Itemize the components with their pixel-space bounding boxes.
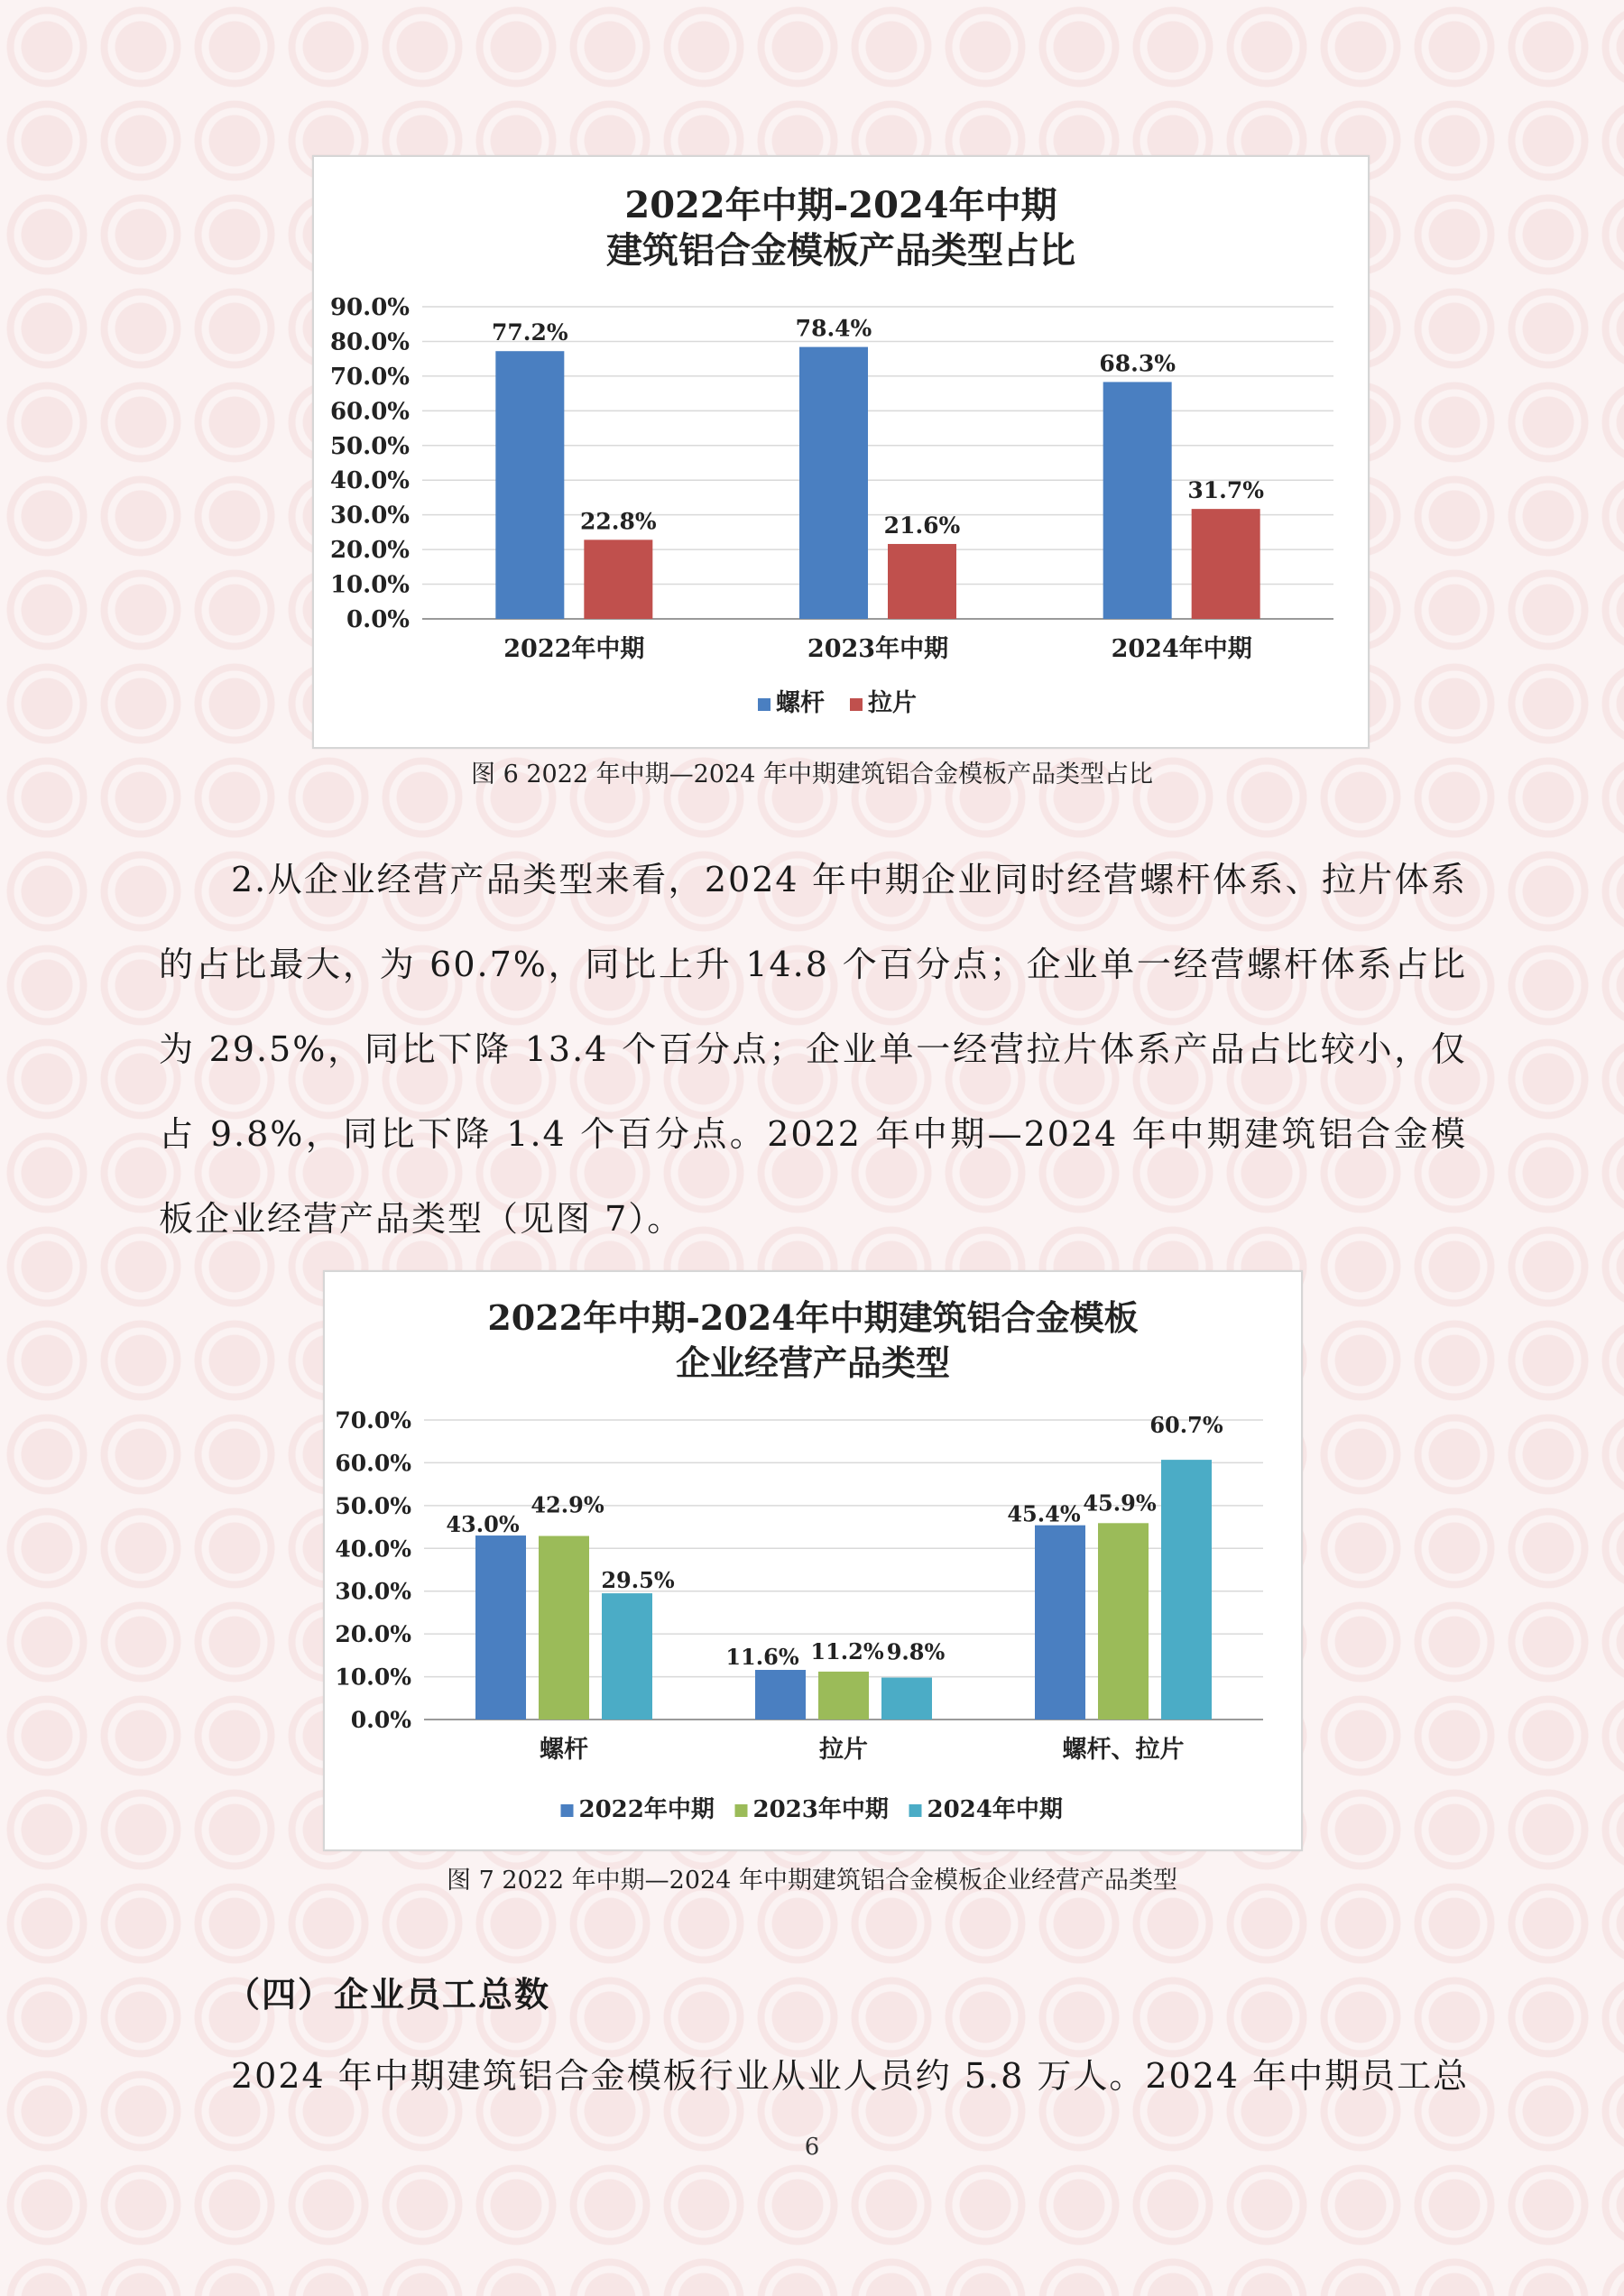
legend-swatch: [735, 1804, 748, 1817]
y-tick-label: 60.0%: [329, 398, 410, 426]
body-paragraph-1: 2.从企业经营产品类型来看，2024 年中期企业同时经营螺杆体系、拉片体系的占比最大，为 60.7%，同比上升 14.8 个百分点；企业单一经营螺杆体系占比为 29.5%，同比下降 13.4 个百分点；企业单一经营拉片体系产品占比较小，仅占 9.8%，同比下降 1.4 个百分点。2022 年中期—2024 年中期建筑铝合金模板企业经营产品类型（见图 7）。: [159, 860, 1467, 1239]
x-category-label: 螺杆: [540, 1736, 588, 1764]
chart1-title-line2: 建筑铝合金模板产品类型占比: [606, 229, 1075, 272]
y-tick-label: 70.0%: [329, 363, 410, 391]
bar: [475, 1535, 526, 1720]
bar: [755, 1670, 806, 1720]
bar: [1098, 1523, 1149, 1720]
chart-enterprise-product-type: [323, 1270, 1303, 1851]
data-label: 78.4%: [795, 315, 872, 342]
y-tick-label: 90.0%: [329, 294, 410, 321]
legend-swatch: [850, 698, 863, 711]
y-tick-label: 40.0%: [335, 1535, 411, 1563]
bar: [1161, 1460, 1212, 1720]
bar: [584, 539, 652, 619]
bar: [1192, 509, 1260, 619]
data-label: 77.2%: [492, 319, 568, 346]
y-tick-label: 30.0%: [329, 502, 410, 530]
chart1-caption: 图 6 2022 年中期—2024 年中期建筑铝合金模板产品类型占比: [471, 761, 1153, 788]
data-label: 22.8%: [580, 508, 657, 535]
chart1-plot: [314, 157, 1368, 747]
bar: [818, 1672, 869, 1720]
data-label: 31.7%: [1187, 477, 1264, 504]
legend-swatch: [561, 1804, 574, 1817]
x-category-label: 2024年中期: [1111, 635, 1252, 663]
data-label: 43.0%: [446, 1511, 520, 1538]
data-label: 11.2%: [810, 1637, 884, 1664]
data-label: 68.3%: [1099, 350, 1176, 377]
x-category-label: 2023年中期: [807, 635, 949, 663]
chart1-title-line1: 2022年中期-2024年中期: [624, 184, 1057, 226]
data-label: 60.7%: [1149, 1412, 1223, 1439]
y-tick-label: 20.0%: [329, 537, 410, 565]
y-tick-label: 80.0%: [329, 328, 410, 356]
body-paragraph-2: 2024 年中期建筑铝合金模板行业从业人员约 5.8 万人。2024 年中期员工总: [231, 2056, 1470, 2096]
bar: [799, 347, 868, 619]
data-label: 45.9%: [1083, 1489, 1157, 1517]
bar: [888, 544, 956, 619]
y-tick-label: 10.0%: [335, 1664, 411, 1691]
data-label: 45.4%: [1007, 1500, 1081, 1527]
chart2-title-line2: 企业经营产品类型: [675, 1342, 950, 1383]
data-label: 42.9%: [531, 1491, 604, 1518]
y-tick-label: 70.0%: [335, 1407, 411, 1434]
bar: [881, 1678, 932, 1720]
y-tick-label: 30.0%: [335, 1578, 411, 1605]
chart2-title-line1: 2022年中期-2024年中期建筑铝合金模板: [487, 1297, 1139, 1338]
chart-product-type-share: [312, 155, 1370, 749]
page-number: 6: [804, 2134, 820, 2161]
legend-label: 2022年中期: [578, 1796, 715, 1823]
legend-label: 2023年中期: [752, 1796, 889, 1823]
bar: [1103, 382, 1172, 619]
bar: [495, 351, 564, 619]
data-label: 11.6%: [725, 1643, 799, 1670]
legend-swatch: [909, 1804, 922, 1817]
x-category-label: 螺杆、拉片: [1062, 1736, 1185, 1764]
y-tick-label: 40.0%: [329, 467, 410, 495]
y-tick-label: 20.0%: [335, 1621, 411, 1648]
chart2-plot: [325, 1272, 1301, 1849]
y-tick-label: 10.0%: [329, 571, 410, 599]
bar: [1035, 1526, 1085, 1720]
y-tick-label: 50.0%: [329, 432, 410, 460]
chart2-caption: 图 7 2022 年中期—2024 年中期建筑铝合金模板企业经营产品类型: [447, 1867, 1177, 1895]
y-tick-label: 0.0%: [350, 1707, 411, 1733]
y-tick-label: 60.0%: [335, 1450, 411, 1477]
legend-swatch: [758, 698, 770, 711]
x-category-label: 拉片: [819, 1736, 868, 1764]
bar: [602, 1593, 652, 1720]
data-label: 9.8%: [886, 1638, 946, 1665]
legend-label: 螺杆: [776, 689, 825, 717]
bar: [539, 1536, 589, 1720]
x-category-label: 2022年中期: [503, 635, 645, 663]
y-tick-label: 50.0%: [335, 1492, 411, 1519]
data-label: 29.5%: [601, 1567, 675, 1594]
legend-label: 2024年中期: [927, 1796, 1063, 1823]
data-label: 21.6%: [883, 512, 961, 539]
y-tick-label: 0.0%: [346, 606, 410, 633]
legend-label: 拉片: [868, 689, 917, 717]
section-heading: （四）企业员工总数: [226, 1974, 551, 2015]
